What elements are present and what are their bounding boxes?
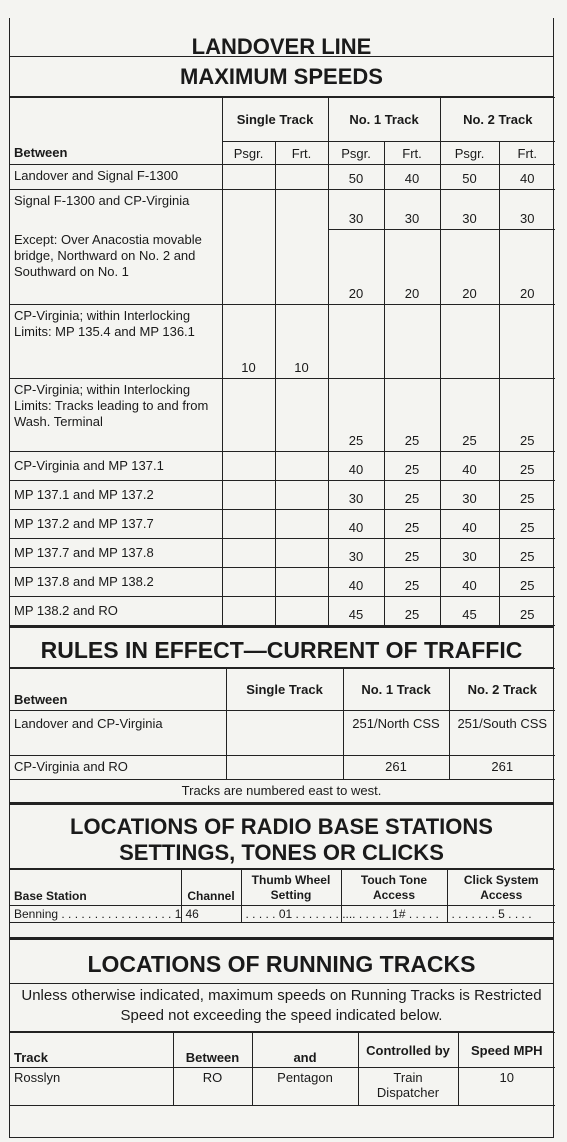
single-psgr [222,230,275,305]
base-station-name: Benning . . . . . . . . . . . . . . . . . 1 [10,906,181,923]
row-label: Landover and Signal F-1300 [10,165,222,190]
channel-value: 46 [181,906,241,923]
no2-rule: 251/South CSS [449,711,555,756]
col-no2-track: No. 2 Track [449,669,555,711]
col-no1-track: No. 1 Track [343,669,449,711]
no1-frt: 25 [384,481,440,510]
no1-rule: 251/North CSS [343,711,449,756]
no2-psgr: 30 [440,190,499,230]
no2-psgr: 30 [440,481,499,510]
no2-psgr: 25 [440,379,499,452]
col-controlled-by: Controlled by [358,1033,458,1068]
frt-label: Frt. [275,142,328,165]
single-frt [275,510,328,539]
single-frt [275,539,328,568]
single-psgr [222,190,275,230]
no2-frt: 30 [499,190,555,230]
row-label: MP 137.1 and MP 137.2 [10,481,222,510]
no1-rule: 261 [343,756,449,780]
table-row [10,165,555,190]
running-tracks-table [10,1032,555,1106]
table-row [10,539,555,568]
no1-psgr: 40 [328,568,384,597]
row-label: Signal F-1300 and CP-Virginia [10,190,222,230]
single-frt [275,165,328,190]
no1-psgr: 30 [328,539,384,568]
running-tracks-intro: Unless otherwise indicated, maximum speeds on Running Tracks is Restricted Speed not exceeding the speed indicated below. [10,984,553,1032]
no2-rule: 261 [449,756,555,780]
no1-frt: 30 [384,190,440,230]
single-frt [275,452,328,481]
table-row [10,305,555,379]
no2-psgr [440,305,499,379]
col-single-track: Single Track [222,98,328,142]
single-frt [275,230,328,305]
timetable-page [9,18,554,1138]
col-track: Track [10,1033,173,1068]
col-thumb-wheel: Thumb Wheel Setting [241,870,341,906]
single-frt: 10 [275,305,328,379]
single-rule [226,711,343,756]
no1-frt: 25 [384,539,440,568]
row-label: MP 137.2 and MP 137.7 [10,510,222,539]
table-row [10,452,555,481]
rules-heading: RULES IN EFFECT—CURRENT OF TRAFFIC [10,626,553,668]
col-no1-track: No. 1 Track [328,98,440,142]
rules-table [10,668,555,780]
page-bottom-border [10,1137,553,1138]
single-frt [275,481,328,510]
no2-psgr: 30 [440,539,499,568]
no2-psgr: 45 [440,597,499,626]
row-label: CP-Virginia; within Interlocking Limits: MP 135.4 and MP 136.1 [10,305,222,379]
single-frt [275,379,328,452]
table-row [10,568,555,597]
no2-psgr: 40 [440,510,499,539]
row-label: MP 137.8 and MP 138.2 [10,568,222,597]
single-psgr [222,452,275,481]
radio-heading-line-2: SETTINGS, TONES OR CLICKS [119,840,444,865]
no2-frt: 25 [499,379,555,452]
radio-table [10,869,555,923]
single-rule [226,756,343,780]
psgr-label: Psgr. [440,142,499,165]
no1-psgr: 30 [328,190,384,230]
max-speeds-heading: MAXIMUM SPEEDS [10,57,553,97]
track-name: Rosslyn [10,1068,173,1106]
single-frt [275,568,328,597]
col-click-system: Click System Access [447,870,555,906]
col-channel: Channel [181,870,241,906]
between-value: RO [173,1068,252,1106]
single-psgr [222,597,275,626]
no2-frt: 25 [499,568,555,597]
click-system-value: . . . . . . . 5 . . . . [447,906,555,923]
table-row [10,756,555,780]
col-touch-tone: Touch Tone Access [341,870,447,906]
no1-psgr: 30 [328,481,384,510]
table-row [10,379,555,452]
single-psgr [222,510,275,539]
no2-frt: 25 [499,510,555,539]
radio-heading-line-1: LOCATIONS OF RADIO BASE STATIONS [70,814,493,839]
no2-frt: 25 [499,452,555,481]
no2-psgr: 40 [440,452,499,481]
no1-psgr: 45 [328,597,384,626]
single-psgr [222,568,275,597]
single-psgr: 10 [222,305,275,379]
table-row [10,711,555,756]
col-and: and [252,1033,358,1068]
single-psgr [222,481,275,510]
single-frt [275,597,328,626]
no1-frt: 25 [384,568,440,597]
single-psgr [222,539,275,568]
no2-frt [499,305,555,379]
single-frt [275,190,328,230]
no2-frt: 25 [499,539,555,568]
no2-frt: 40 [499,165,555,190]
thumb-wheel-value: . . . . . 01 . . . . . . . . . [241,906,341,923]
frt-label: Frt. [384,142,440,165]
row-label: CP-Virginia; within Interlocking Limits: Tracks leading to and from Wash. Terminal [10,379,222,452]
no1-psgr: 20 [328,230,384,305]
no1-frt: 20 [384,230,440,305]
controlled-by-value: Train Dispatcher [358,1068,458,1106]
no2-frt: 25 [499,597,555,626]
no1-psgr: 25 [328,379,384,452]
single-psgr [222,379,275,452]
col-between: Between [10,669,226,711]
row-label: Landover and CP-Virginia [10,711,226,756]
no1-frt: 25 [384,510,440,539]
no2-frt: 25 [499,481,555,510]
col-between: Between [173,1033,252,1068]
no1-frt: 25 [384,452,440,481]
single-psgr [222,165,275,190]
table-row [10,190,555,230]
spacer [10,923,553,938]
col-speed-mph: Speed MPH [458,1033,555,1068]
table-row [10,230,555,305]
col-no2-track: No. 2 Track [440,98,555,142]
table-row [10,597,555,626]
no1-frt: 25 [384,597,440,626]
frt-label: Frt. [499,142,555,165]
no1-psgr: 40 [328,510,384,539]
max-speeds-table [10,97,555,626]
running-tracks-heading: LOCATIONS OF RUNNING TRACKS [10,938,553,984]
col-base-station: Base Station [10,870,181,906]
col-single-track: Single Track [226,669,343,711]
table-row [10,1068,555,1106]
and-value: Pentagon [252,1068,358,1106]
touch-tone-value: . . . . . . . 1# . . . . . [341,906,447,923]
row-label: MP 137.7 and MP 137.8 [10,539,222,568]
no1-psgr: 50 [328,165,384,190]
table-row [10,906,555,923]
no2-psgr: 50 [440,165,499,190]
no1-frt [384,305,440,379]
row-label: CP-Virginia and MP 137.1 [10,452,222,481]
col-between: Between [10,98,222,165]
no1-psgr [328,305,384,379]
row-label: CP-Virginia and RO [10,756,226,780]
page-title: LANDOVER LINE [10,18,553,57]
no1-frt: 25 [384,379,440,452]
no2-psgr: 20 [440,230,499,305]
psgr-label: Psgr. [328,142,384,165]
no1-psgr: 40 [328,452,384,481]
no1-frt: 40 [384,165,440,190]
radio-heading [10,803,553,869]
speed-value: 10 [458,1068,555,1106]
table-row [10,510,555,539]
no2-psgr: 40 [440,568,499,597]
table-row [10,481,555,510]
track-numbering-note: Tracks are numbered east to west. [10,780,553,803]
no2-frt: 20 [499,230,555,305]
row-label: MP 138.2 and RO [10,597,222,626]
row-label: Except: Over Anacostia movable bridge, Northward on No. 2 and Southward on No. 1 [10,230,222,305]
psgr-label: Psgr. [222,142,275,165]
